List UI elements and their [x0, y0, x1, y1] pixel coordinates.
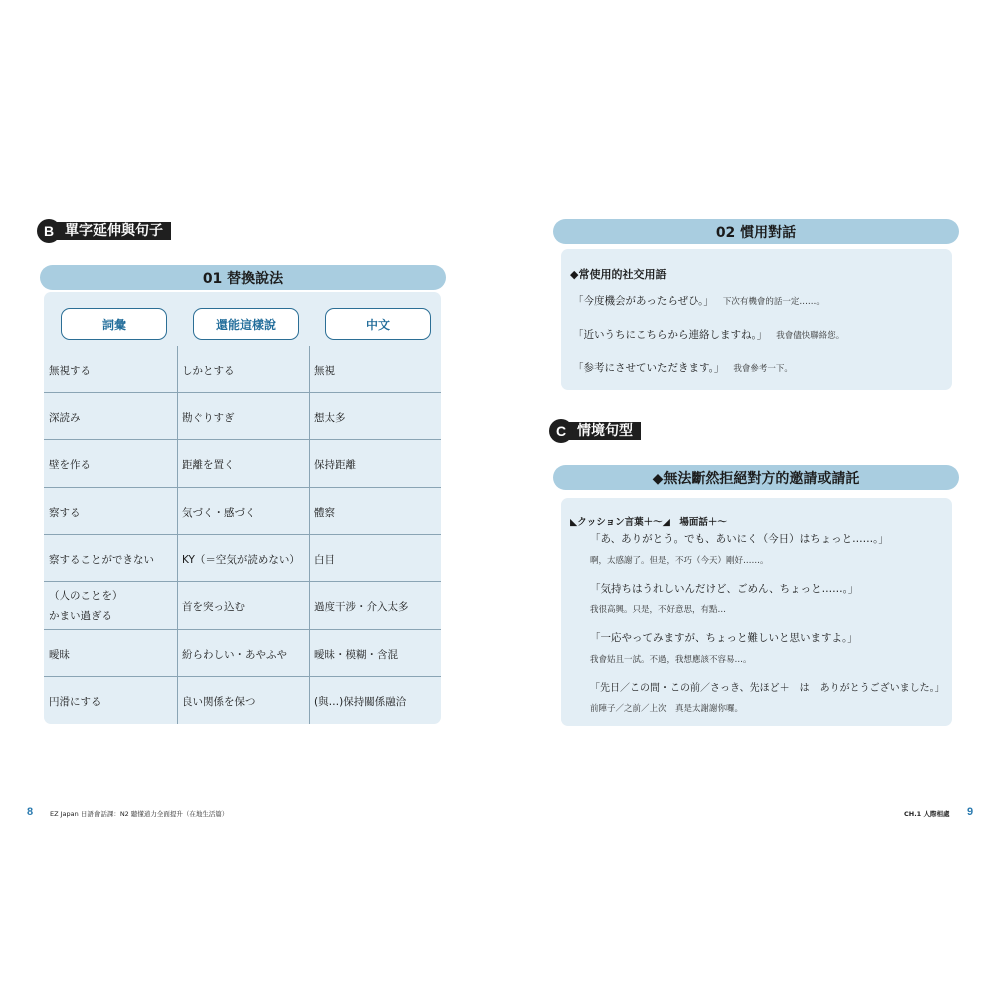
- japanese-sentence: 「近いうちにこちらから連絡しますね。」: [573, 329, 768, 341]
- dialog-line: [573, 327, 844, 342]
- table-cell: 無視する: [49, 365, 91, 377]
- column-divider: [309, 346, 310, 724]
- section-title: 情境句型: [569, 422, 641, 440]
- table-cell: 保持距離: [314, 459, 356, 471]
- table-cell: 曖昧・模糊・含混: [314, 649, 398, 661]
- table-cell: 首を突っ込む: [182, 601, 245, 613]
- row-divider: [44, 392, 441, 393]
- section-letter-badge: B: [37, 219, 61, 243]
- chinese-translation: 前陣子／之前／上次 真是太謝謝你囉。: [590, 704, 744, 714]
- right-page-number: 9: [967, 806, 974, 818]
- chinese-translation: 下次有機會的話一定……。: [722, 297, 825, 307]
- chinese-translation: 我會儘快聯絡您。: [776, 331, 845, 341]
- table-cell: 曖昧: [49, 649, 70, 661]
- dialog-title-bar: [553, 219, 959, 244]
- chinese-translation: 啊，太感謝了。但是，不巧（今天）剛好……。: [590, 556, 769, 566]
- row-divider: [44, 534, 441, 535]
- column-header-alternative: 還能這樣說: [193, 308, 299, 340]
- japanese-sentence: 「気持ちはうれしいんだけど、ごめん、ちょっと……。」: [590, 583, 859, 595]
- row-divider: [44, 581, 441, 582]
- japanese-sentence: 「あ、ありがとう。でも、あいにく（今日）はちょっと……。」: [590, 533, 889, 545]
- dialog-line: [573, 293, 825, 308]
- table-cell: 過度干涉・介入太多: [314, 601, 409, 613]
- table-title-bar: [40, 265, 446, 290]
- table-cell: 壁を作る: [49, 459, 91, 471]
- table-cell: 紛らわしい・あやふや: [182, 649, 287, 661]
- section-letter-badge: C: [549, 419, 573, 443]
- table-cell: 體察: [314, 507, 335, 519]
- section-c-header: [549, 420, 641, 442]
- row-divider: [44, 439, 441, 440]
- scenario-title: ◆無法斷然拒絕對方的邀請或請託: [652, 470, 860, 487]
- table-cell: 察する: [49, 507, 81, 519]
- row-divider: [44, 629, 441, 630]
- dialog-panel: [561, 249, 952, 390]
- chinese-translation: 我會參考一下。: [733, 364, 793, 374]
- table-cell: KY（＝空気が読めない）: [182, 554, 300, 566]
- japanese-sentence: 「先日／この間・この前／さっき、先ほど＋ は ありがとうございました。」: [590, 683, 945, 694]
- column-header-vocab: 詞彙: [61, 308, 167, 340]
- table-cell: 想太多: [314, 412, 346, 424]
- table-cell: 深読み: [49, 412, 81, 424]
- table-cell: （人のことを） かまい過ぎる: [49, 590, 123, 622]
- table-cell: 勘ぐりすぎ: [182, 412, 235, 424]
- sentence-formula: ◣クッション言葉＋～◢ 場面話＋～: [570, 517, 727, 528]
- japanese-sentence: 「参考にさせていただきます。」: [573, 362, 725, 374]
- dialog-title: 02 慣用對話: [715, 224, 797, 241]
- chapter-footer: CH.1 人際相處: [904, 810, 950, 818]
- table-cell: 気づく・感づく: [182, 507, 256, 519]
- row-divider: [44, 487, 441, 488]
- table-cell: 距離を置く: [182, 459, 235, 471]
- dialog-heading: ◆常使用的社交用語: [570, 268, 667, 281]
- column-header-chinese: 中文: [325, 308, 431, 340]
- japanese-sentence: 「今度機会があったらぜひ。」: [573, 295, 714, 307]
- dialog-line: [573, 360, 793, 375]
- table-title: 01 替換說法: [202, 270, 284, 287]
- book-title-footer: EZ Japan 日語會話課：N2 聽懂道力全面提升（在地生活篇）: [50, 810, 229, 818]
- table-cell: 円滑にする: [49, 696, 102, 708]
- column-divider: [177, 346, 178, 724]
- table-cell: 無視: [314, 365, 335, 377]
- chinese-translation: 我會姑且一試。不過，我想應該不容易…。: [590, 655, 752, 665]
- table-cell: 白目: [314, 554, 335, 566]
- scenario-title-bar: [553, 465, 959, 490]
- section-title: 單字延伸與句子: [57, 222, 171, 240]
- row-divider: [44, 676, 441, 677]
- section-b-header: [37, 220, 171, 242]
- vocab-table: [44, 292, 441, 724]
- table-cell: しかとする: [182, 365, 235, 377]
- chinese-translation: 我很高興。只是，不好意思，有點…: [590, 605, 727, 615]
- scenario-panel: [561, 498, 952, 726]
- japanese-sentence: 「一応やってみますが、ちょっと難しいと思いますよ。」: [590, 632, 858, 644]
- table-cell: 良い関係を保つ: [182, 696, 256, 708]
- table-cell: 察することができない: [49, 554, 154, 566]
- left-page-number: 8: [27, 806, 34, 818]
- table-cell: (與…)保持關係融洽: [314, 696, 407, 708]
